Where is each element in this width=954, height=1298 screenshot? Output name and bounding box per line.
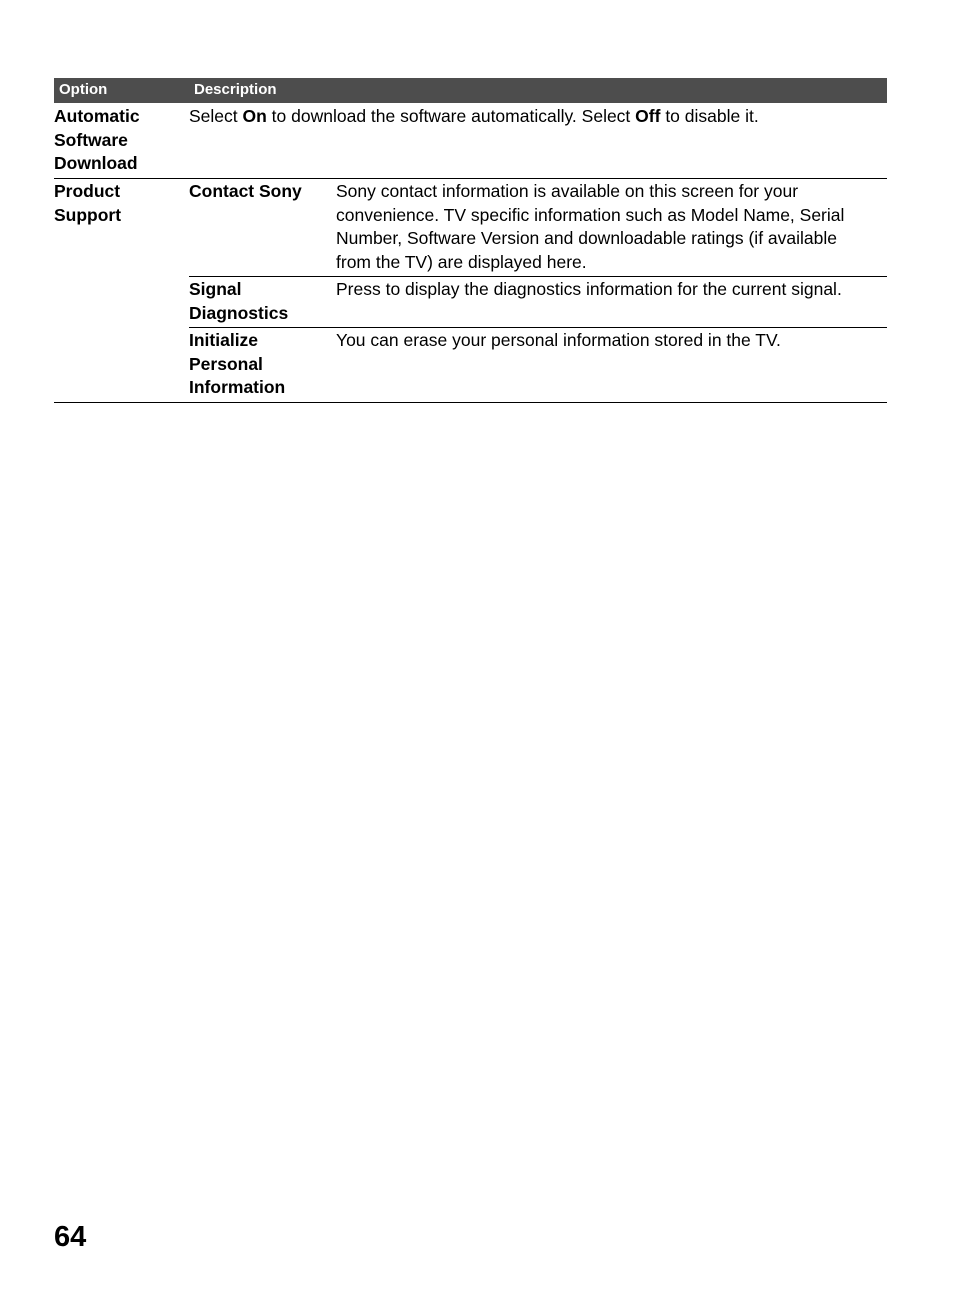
suboption-name-line: Information: [189, 377, 286, 397]
desc-off-keyword: Off: [635, 106, 661, 126]
suboption-name-line: Personal: [189, 353, 263, 374]
option-name-line: Product: [54, 181, 121, 201]
desc-on-keyword: On: [242, 106, 267, 126]
suboption-name-line: Initialize: [189, 330, 259, 350]
suboption-contact-sony: [189, 179, 887, 277]
option-name-line: Software: [54, 129, 128, 150]
desc-text: Select: [189, 106, 243, 126]
options-table: [54, 78, 887, 403]
suboption-signal-diagnostics: [189, 277, 887, 328]
table-row-product-support: [54, 179, 887, 403]
option-name-line: Download: [54, 153, 138, 173]
suboption-description: You can erase your personal information stored in the TV.: [336, 330, 781, 350]
header-option: Option: [59, 81, 108, 98]
table-header: [54, 78, 887, 103]
page-number: 64: [54, 1221, 87, 1253]
suboption-initialize-personal-information: [189, 328, 887, 402]
option-name-line: Automatic: [54, 106, 140, 126]
suboption-name-line: Diagnostics: [189, 302, 289, 323]
desc-text: to disable it.: [660, 106, 759, 126]
suboption-description: Sony contact information is available on this screen for your convenience. TV specific information such as Model Name, Serial Number, Software Version and downloadable ratings (if available from the TV) are displayed here.: [336, 181, 845, 272]
table-row-automatic-software-download: [54, 103, 887, 179]
header-description: Description: [194, 81, 277, 98]
suboption-list: [189, 179, 887, 402]
suboption-name: Contact Sony: [189, 181, 302, 201]
option-name: [54, 105, 184, 176]
option-name-line: Support: [54, 204, 122, 225]
suboption-name: [189, 329, 329, 400]
option-description: [189, 105, 879, 129]
option-name: [54, 180, 184, 227]
suboption-name-line: Signal: [189, 279, 242, 299]
suboption-description: Press to display the diagnostics information for the current signal.: [336, 279, 842, 299]
desc-text: to download the software automatically. Select: [266, 106, 636, 126]
suboption-name: [189, 278, 329, 325]
